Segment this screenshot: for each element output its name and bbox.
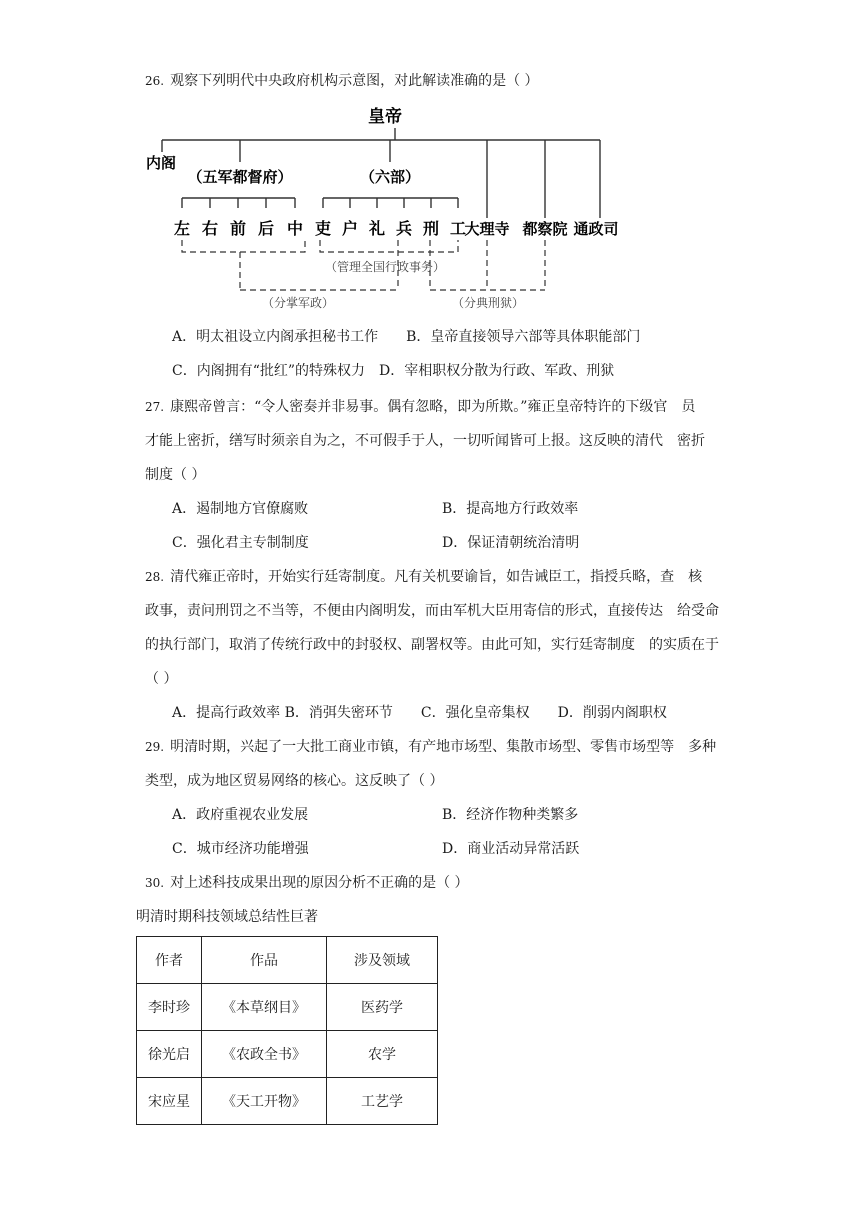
question-28-stem [145,560,725,696]
question-29-options [172,798,732,866]
liubu-item: 兵 [395,219,413,238]
question-number: 29. [145,740,165,754]
option-a[interactable]: A．政府重视农业发展 [172,807,309,823]
liubu-item: 工 [449,219,467,238]
options-row [172,696,732,730]
neige-label: 内阁 [146,154,177,172]
liubu-item: 刑 [422,219,440,238]
dalisi-label: 大理寺 [464,220,510,238]
question-line: 制度（ ） [145,467,206,483]
tongzhengsi-label: 通政司 [573,220,619,238]
wujun-item: 右 [201,219,219,238]
table-row [137,984,438,1031]
options-row [172,798,732,832]
table-cell: 《本草纲目》 [202,984,327,1031]
options-row [172,492,732,526]
question-line: 类型，成为地区贸易网络的核心。这反映了（ ） [145,773,444,789]
question-27-stem [145,390,725,492]
question-26-options [172,320,732,388]
note-military: （分掌军政） [261,296,335,310]
liubu-item: 吏 [314,219,332,238]
option-b[interactable]: B．皇帝直接领导六部等具体职能部门 [406,329,641,345]
table-cell: 《农政全书》 [202,1031,327,1078]
option-c[interactable]: C．强化君主专制制度 [172,535,309,551]
liubu-item: 户 [341,219,359,238]
option-a[interactable]: A．明太祖设立内阁承担秘书工作 [172,329,379,345]
question-text: 康熙帝曾言：“令人密奏并非易事。偶有忽略，即为所欺。”雍正皇帝特许的下级官 员 [170,399,696,415]
question-27-options [172,492,732,560]
question-line [145,560,725,594]
question-29-stem [145,730,725,798]
note-justice: （分典刑狱） [451,296,525,310]
question-30-stem [145,866,725,900]
question-number: 28. [145,570,165,584]
option-b[interactable]: B．提高地方行政效率 [442,501,579,517]
wujun-item: 前 [229,219,247,238]
options-row [172,320,732,354]
table-row [137,1031,438,1078]
liubu-label: （六部） [359,168,421,186]
table-header-cell: 涉及领域 [327,937,438,984]
question-number: 27. [145,400,165,414]
emperor-label: 皇帝 [368,107,402,127]
question-line: 才能上密折，缮写时须亲自为之，不可假手于人，一切听闻皆可上报。这反映的清代 密折 [145,433,705,449]
question-text: 清代雍正帝时，开始实行廷寄制度。凡有关机要谕旨，如告诫臣工，指授兵略，查 核 [170,569,703,585]
wujun-item: 后 [257,219,275,238]
option-d[interactable]: D．宰相职权分散为行政、军政、刑狱 [379,363,615,379]
question-28-options [172,696,732,730]
ming-government-diagram [140,100,619,320]
note-admin: （管理全国行政事务） [324,260,446,274]
wujun-label: （五军都督府） [187,168,293,186]
liubu-item: 礼 [368,219,386,238]
option-b[interactable]: B．消弭失密环节 [284,705,393,721]
question-number: 30. [145,876,165,890]
option-a[interactable]: A．提高行政效率 [172,705,281,721]
table-cell: 医药学 [327,984,438,1031]
wujun-item: 左 [173,219,191,238]
wujun-item: 中 [286,219,304,238]
duchayuan-label: 都察院 [522,220,568,238]
table-header-cell: 作者 [137,937,202,984]
question-26-stem [145,64,725,98]
question-line: 的执行部门，取消了传统行政中的封驳权、副署权等。由此可知，实行廷寄制度 的实质在于 [145,637,719,653]
question-text: 观察下列明代中央政府机构示意图，对此解读准确的是（ ） [170,73,539,89]
option-c[interactable]: C．强化皇帝集权 [420,705,530,721]
options-row [172,526,732,560]
table-cell: 工艺学 [327,1078,438,1125]
question-line: （ ） [145,671,178,687]
table-header-cell: 作品 [202,937,327,984]
table-cell: 徐光启 [137,1031,202,1078]
options-row [172,832,732,866]
table-cell: 《天工开物》 [202,1078,327,1125]
table-header-row [137,937,438,984]
option-d[interactable]: D．商业活动异常活跃 [442,841,580,857]
option-c[interactable]: C．城市经济功能增强 [172,841,309,857]
science-works-table [136,936,438,1125]
table-cell: 农学 [327,1031,438,1078]
question-line [145,730,725,764]
table-row [137,1078,438,1125]
question-number: 26. [145,74,165,88]
question-line [145,390,725,424]
option-d[interactable]: D．保证清朝统治清明 [442,535,580,551]
question-text: 明清时期，兴起了一大批工商业市镇，有产地市场型、集散市场型、零售市场型等 多种 [170,739,717,755]
option-b[interactable]: B．经济作物种类繁多 [442,807,579,823]
options-row [172,354,732,388]
option-a[interactable]: A．遏制地方官僚腐败 [172,501,309,517]
table-caption: 明清时期科技领域总结性巨著 [136,909,318,925]
table-cell: 宋应星 [137,1078,202,1125]
option-c[interactable]: C．内阁拥有“批红”的特殊权力 [172,363,366,379]
table-cell: 李时珍 [137,984,202,1031]
question-text: 对上述科技成果出现的原因分析不正确的是（ ） [170,875,469,891]
question-line: 政事，责问刑罚之不当等，不便由内阁明发，而由军机大臣用寄信的形式，直接传达 给受命 [145,603,719,619]
option-d[interactable]: D．削弱内阁职权 [557,705,667,721]
